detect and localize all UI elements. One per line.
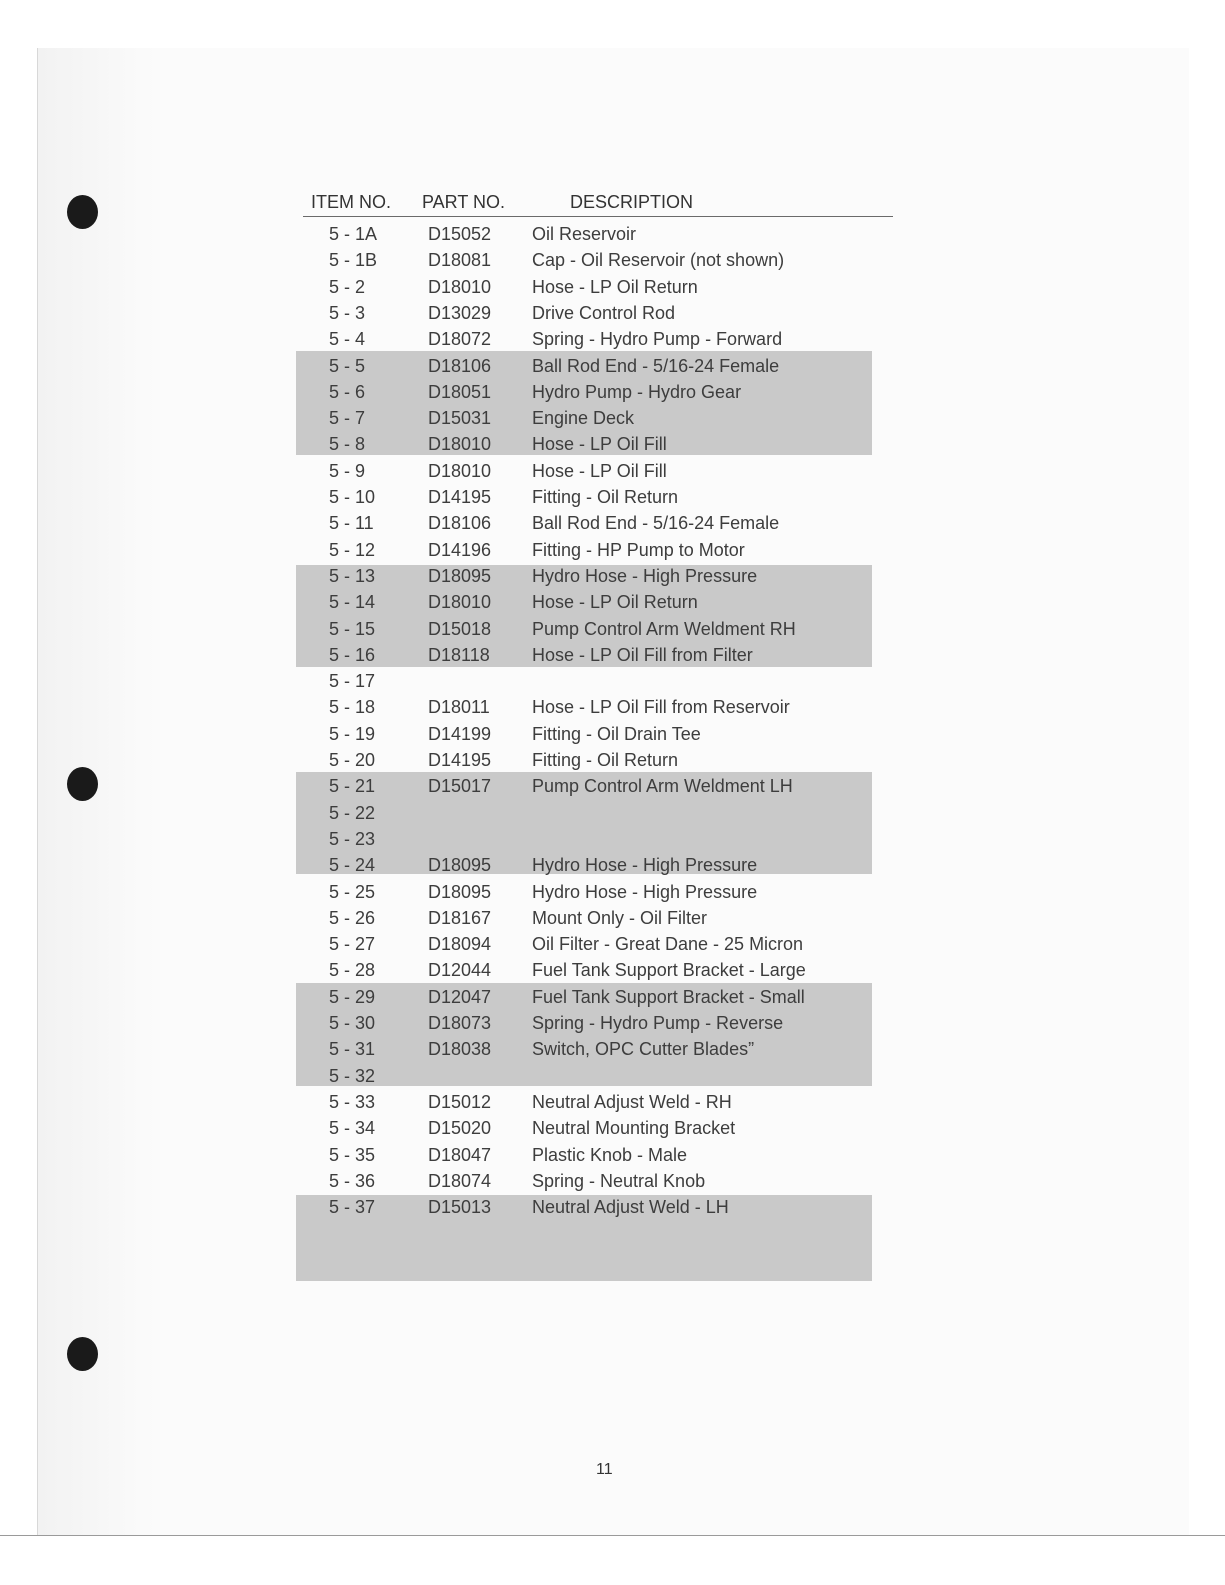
description-cell: Fuel Tank Support Bracket - Large [532,960,806,980]
description-cell: Pump Control Arm Weldment LH [532,776,793,796]
part-no-cell: D15031 [428,408,492,428]
table-row [0,642,1225,668]
table-row [0,616,1225,642]
description-cell: Neutral Adjust Weld - LH [532,1197,729,1217]
table-row [0,1010,1225,1036]
part-no-cell: D18073 [428,1013,492,1033]
part-no-cell: D18094 [428,934,492,954]
item-no-cell: 5 - 14 [329,592,376,612]
table-row [0,510,1225,536]
page-bottom-edge [0,1535,1225,1536]
description-cell: Hydro Pump - Hydro Gear [532,382,742,402]
part-no-cell: D18010 [428,461,492,481]
table-row [0,405,1225,431]
description-cell: Ball Rod End - 5/16-24 Female [532,513,780,533]
part-no-cell: D15017 [428,776,492,796]
item-no-header: ITEM NO. [311,192,391,212]
table-row [0,458,1225,484]
part-no-cell: D13029 [428,303,492,323]
table-row [0,537,1225,563]
description-cell: Engine Deck [532,408,635,428]
table-row [0,274,1225,300]
item-no-cell: 5 - 22 [329,803,376,823]
item-no-cell: 5 - 33 [329,1092,376,1112]
table-row [0,431,1225,457]
description-cell: Oil Reservoir [532,224,637,244]
item-no-cell: 5 - 28 [329,960,376,980]
description-cell: Hydro Hose - High Pressure [532,882,758,902]
item-no-cell: 5 - 30 [329,1013,376,1033]
item-no-cell: 5 - 26 [329,908,376,928]
item-no-cell: 5 - 6 [329,382,366,402]
table-row [0,879,1225,905]
part-no-cell: D18081 [428,250,492,270]
table-row [0,1036,1225,1062]
binder-hole-bottom [67,1337,98,1371]
description-cell: Mount Only - Oil Filter [532,908,708,928]
description-cell: Hose - LP Oil Fill [532,434,667,454]
description-cell: Oil Filter - Great Dane - 25 Micron [532,934,804,954]
table-row [0,1142,1225,1168]
item-no-cell: 5 - 20 [329,750,376,770]
item-no-cell: 5 - 2 [329,277,366,297]
item-no-cell: 5 - 31 [329,1039,376,1059]
description-cell: Fitting - Oil Return [532,487,679,507]
item-no-cell: 5 - 10 [329,487,376,507]
item-no-cell: 5 - 8 [329,434,366,454]
description-cell: Fitting - Oil Return [532,750,679,770]
item-no-cell: 5 - 4 [329,329,366,349]
table-row [0,1089,1225,1115]
description-cell: Hydro Hose - High Pressure [532,566,758,586]
part-no-cell: D14196 [428,540,492,560]
part-no-cell: D18167 [428,908,492,928]
table-row [0,484,1225,510]
table-row [0,668,1225,694]
description-cell: Hose - LP Oil Return [532,592,698,612]
description-cell: Hose - LP Oil Fill from Filter [532,645,753,665]
item-no-cell: 5 - 18 [329,697,376,717]
item-no-cell: 5 - 21 [329,776,376,796]
part-no-cell: D18095 [428,882,492,902]
table-row [0,1194,1225,1220]
description-cell: Ball Rod End - 5/16-24 Female [532,356,780,376]
part-no-cell: D15013 [428,1197,492,1217]
part-no-cell: D15018 [428,619,492,639]
description-cell: Fuel Tank Support Bracket - Small [532,987,805,1007]
item-no-cell: 5 - 25 [329,882,376,902]
table-header [303,190,893,217]
description-cell: Fitting - HP Pump to Motor [532,540,745,560]
part-no-cell: D12044 [428,960,492,980]
item-no-cell: 5 - 7 [329,408,366,428]
item-no-cell: 5 - 5 [329,356,366,376]
table-row [0,905,1225,931]
item-no-cell: 5 - 35 [329,1145,376,1165]
item-no-cell: 5 - 3 [329,303,366,323]
part-no-cell: D14195 [428,750,492,770]
table-row [0,984,1225,1010]
part-no-cell: D18118 [428,645,490,665]
part-no-cell: D18010 [428,277,492,297]
table-row [0,589,1225,615]
part-no-cell: D18106 [428,356,492,376]
description-cell: Hose - LP Oil Fill from Reservoir [532,697,790,717]
part-no-cell: D18051 [428,382,492,402]
description-cell: Spring - Neutral Knob [532,1171,706,1191]
description-cell: Neutral Mounting Bracket [532,1118,736,1138]
item-no-cell: 5 - 12 [329,540,376,560]
description-cell: Drive Control Rod [532,303,676,323]
table-row [0,353,1225,379]
item-no-cell: 5 - 27 [329,934,376,954]
description-cell: Hose - LP Oil Return [532,277,698,297]
item-no-cell: 5 - 16 [329,645,376,665]
table-row [0,379,1225,405]
description-cell: Fitting - Oil Drain Tee [532,724,701,744]
item-no-cell: 5 - 11 [329,513,374,533]
table-row [0,852,1225,878]
item-no-cell: 5 - 24 [329,855,376,875]
part-no-header: PART NO. [422,192,506,212]
part-no-cell: D15020 [428,1118,492,1138]
description-cell: Plastic Knob - Male [532,1145,688,1165]
description-cell: Pump Control Arm Weldment RH [532,619,796,639]
item-no-cell: 5 - 34 [329,1118,376,1138]
table-row [0,721,1225,747]
item-no-cell: 5 - 15 [329,619,376,639]
table-row [0,694,1225,720]
part-no-cell: D12047 [428,987,492,1007]
part-no-cell: D15052 [428,224,492,244]
description-cell: Spring - Hydro Pump - Reverse [532,1013,784,1033]
description-cell: Switch, OPC Cutter Blades” [532,1039,755,1059]
item-no-cell: 5 - 32 [329,1066,376,1086]
item-no-cell: 5 - 23 [329,829,376,849]
description-cell: Hose - LP Oil Fill [532,461,667,481]
part-no-cell: D18095 [428,855,492,875]
table-row [0,1115,1225,1141]
table-row [0,326,1225,352]
part-no-cell: D14195 [428,487,492,507]
part-no-cell: D18010 [428,434,492,454]
table-row [0,747,1225,773]
part-no-cell: D18072 [428,329,492,349]
page-number: 11 [596,1461,613,1478]
table-row [0,247,1225,273]
part-no-cell: D14199 [428,724,492,744]
table-row [0,957,1225,983]
table-row [0,1168,1225,1194]
table-row [0,300,1225,326]
item-no-cell: 5 - 36 [329,1171,376,1191]
table-row [0,773,1225,799]
table-row [0,800,1225,826]
item-no-cell: 5 - 9 [329,461,366,481]
part-no-cell: D18047 [428,1145,492,1165]
table-row [0,1063,1225,1089]
description-cell: Cap - Oil Reservoir (not shown) [532,250,785,270]
item-no-cell: 5 - 1B [329,250,378,270]
table-row [0,563,1225,589]
item-no-cell: 5 - 19 [329,724,376,744]
description-cell: Hydro Hose - High Pressure [532,855,758,875]
part-no-cell: D18038 [428,1039,492,1059]
item-no-cell: 5 - 37 [329,1197,376,1217]
table-row [0,221,1225,247]
item-no-cell: 5 - 29 [329,987,376,1007]
item-no-cell: 5 - 1A [329,224,378,244]
table-row [0,931,1225,957]
part-no-cell: D18106 [428,513,492,533]
part-no-cell: D18095 [428,566,492,586]
item-no-cell: 5 - 13 [329,566,376,586]
description-cell: Spring - Hydro Pump - Forward [532,329,783,349]
description-header: DESCRIPTION [570,192,694,212]
description-cell: Neutral Adjust Weld - RH [532,1092,732,1112]
part-no-cell: D15012 [428,1092,492,1112]
part-no-cell: D18010 [428,592,492,612]
part-no-cell: D18074 [428,1171,492,1191]
part-no-cell: D18011 [428,697,490,717]
item-no-cell: 5 - 17 [329,671,376,691]
table-row [0,826,1225,852]
